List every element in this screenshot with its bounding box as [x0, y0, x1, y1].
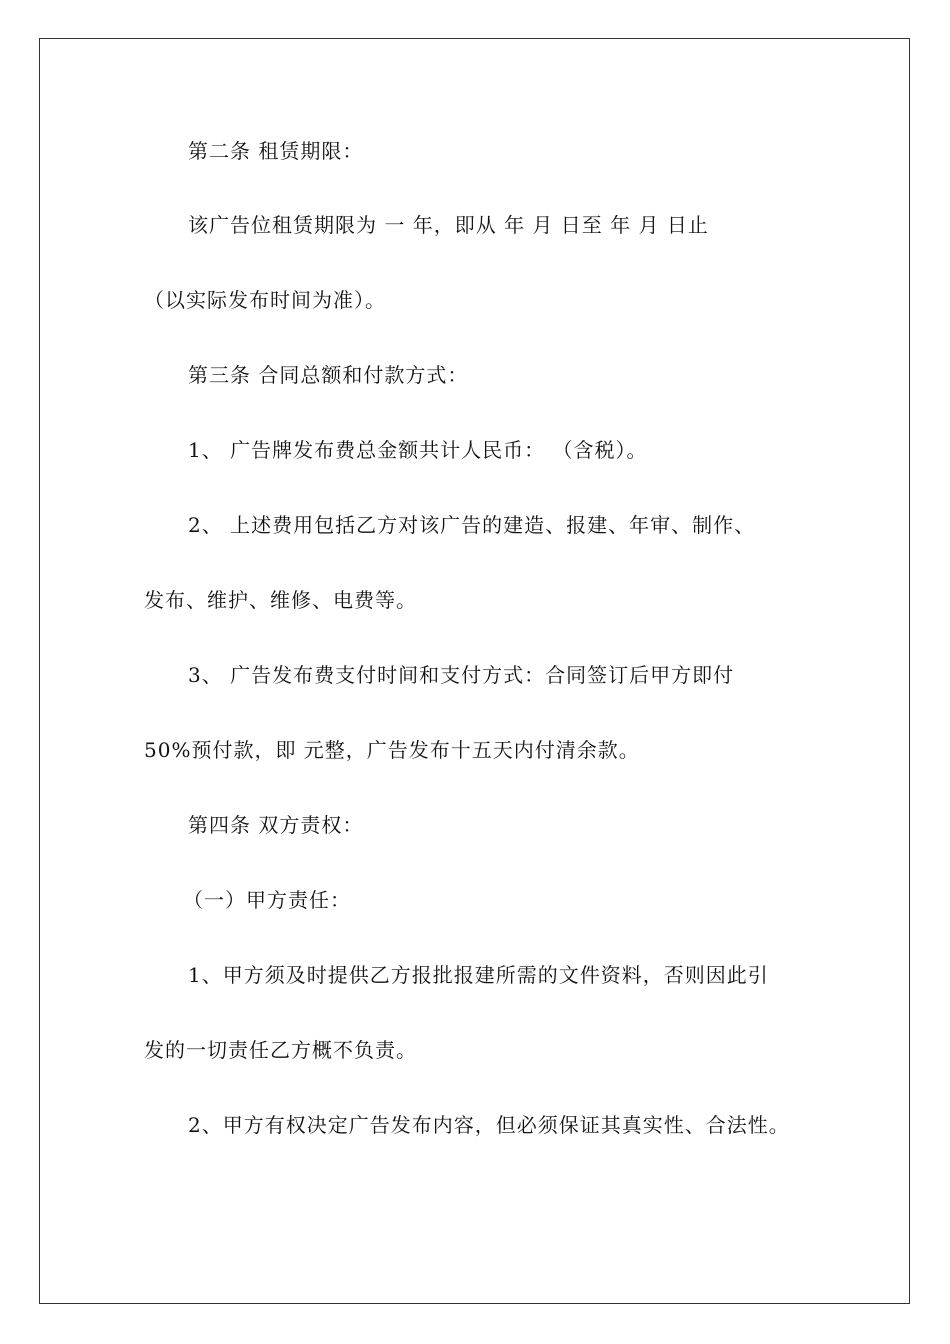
payment-item-2-cont: 发布、维护、维修、电费等。	[144, 588, 417, 612]
payment-item-1: 1、 广告牌发布费总金额共计人民币： （含税）。	[188, 438, 648, 462]
article-3-heading: 第三条 合同总额和付款方式：	[188, 363, 469, 387]
party-a-duty-2: 2、甲方有权决定广告发布内容，但必须保证其真实性、合法性。	[188, 1113, 790, 1137]
payment-item-2: 2、 上述费用包括乙方对该广告的建造、报建、年审、制作、	[188, 513, 756, 537]
article-2-heading: 第二条 租赁期限：	[188, 139, 364, 163]
party-a-duty-1: 1、甲方须及时提供乙方报批报建所需的文件资料，否则因此引	[188, 963, 769, 987]
lease-term-note: （以实际发布时间为准）。	[144, 288, 386, 312]
party-a-duty-1-cont: 发的一切责任乙方概不负责。	[144, 1038, 417, 1062]
party-a-duties-heading: （一）甲方责任：	[183, 888, 351, 912]
lease-term-text: 该广告位租赁期限为 一 年，即从 年 月 日至 年 月 日止	[188, 213, 709, 237]
article-4-heading: 第四条 双方责权：	[188, 813, 364, 837]
payment-item-3: 3、 广告发布费支付时间和支付方式：合同签订后甲方即付	[188, 663, 735, 687]
payment-item-3-cont: 50%预付款，即 元整，广告发布十五天内付清余款。	[144, 738, 640, 762]
